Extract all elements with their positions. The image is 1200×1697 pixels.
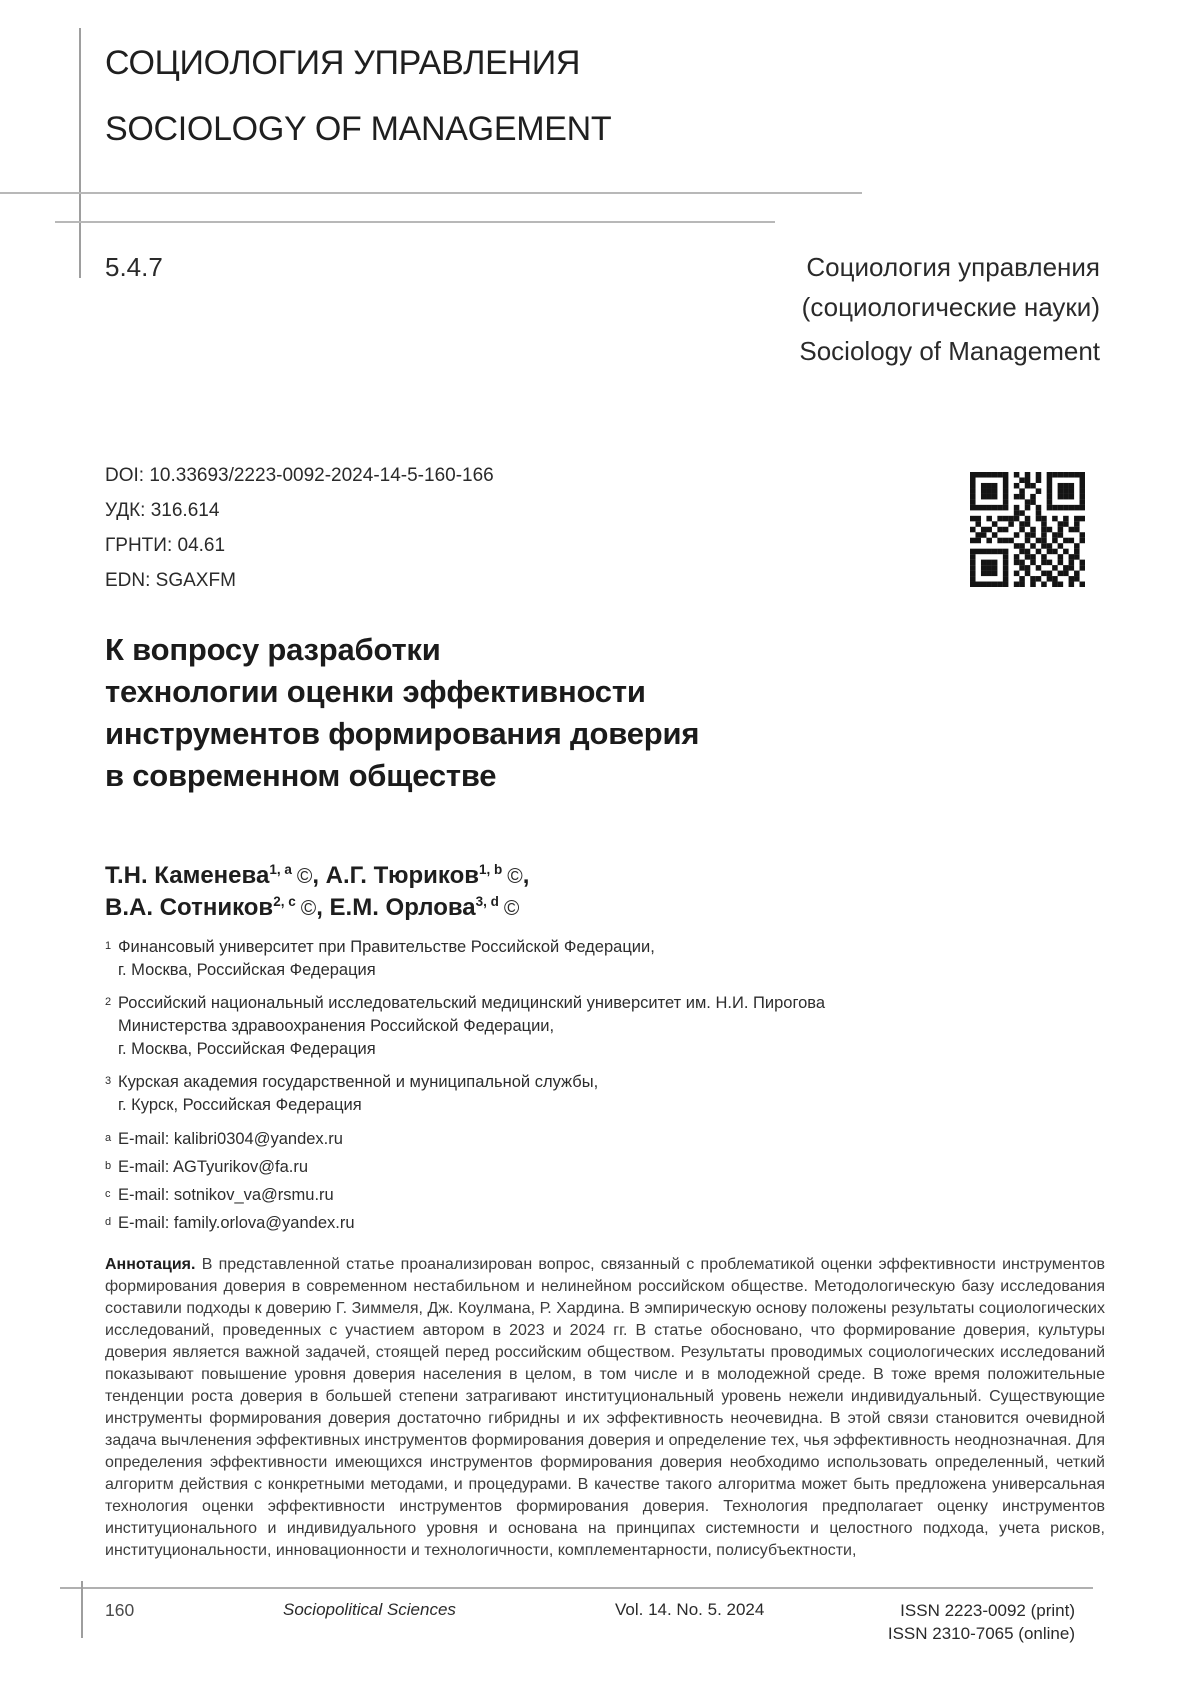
grnti-line: ГРНТИ: 04.61 — [105, 535, 226, 556]
author-id-icon: © — [503, 896, 520, 920]
qr-code — [970, 472, 1085, 587]
emails-block — [105, 1125, 1115, 1237]
affiliation-line: г. Курск, Российская Федерация — [118, 1096, 362, 1114]
section-header-en: SOCIOLOGY OF MANAGEMENT — [105, 110, 612, 148]
email-row-a — [105, 1125, 1115, 1153]
article-title-line: технологии оценки эффективности — [105, 674, 646, 709]
header-divider-top — [0, 192, 862, 194]
email-row-b — [105, 1153, 1115, 1181]
email-superscript: a — [105, 1132, 112, 1144]
doi-line: DOI: 10.33693/2223-0092-2024-14-5-160-166 — [105, 465, 494, 486]
article-title-line: К вопросу разработки — [105, 632, 441, 667]
author-superscript: 1, a — [269, 862, 292, 877]
affiliation-1 — [105, 936, 1115, 982]
page-number: 160 — [105, 1600, 135, 1620]
author-superscript: 3, d — [475, 893, 499, 909]
email-text: E-mail: kalibri0304@yandex.ru — [118, 1130, 343, 1148]
qr-code-svg — [970, 472, 1085, 587]
email-superscript: b — [105, 1160, 112, 1172]
article-title-line: инструментов формирования доверия — [105, 716, 700, 751]
email-row-d — [105, 1209, 1115, 1237]
author-name: В.А. Сотников — [105, 893, 274, 921]
authors-line-2 — [105, 893, 529, 925]
affiliation-line: Министерства здравоохранения Российской Федерации, — [118, 1017, 555, 1035]
author-id-icon: © — [300, 896, 317, 920]
author-superscript: 1, b — [478, 862, 503, 877]
email-text: E-mail: family.orlova@yandex.ru — [118, 1214, 355, 1232]
issn-online: ISSN 2310-7065 (online) — [887, 1623, 1075, 1643]
affiliation-line: г. Москва, Российская Федерация — [118, 961, 376, 979]
abstract-text: В представленной статье проанализирован вопрос, связанный с проблематикой оценки эффективности инструментов формирования доверия в современном нестабильном и нелинейном российском обществе. Методологическую базу исследования составили подходы к доверию Г. Зиммеля, Дж. Коулмана, Р. Хардина. В эмпирическую основу положены результаты социологических исследований, проведенных с участием автором в 2023 и 2024 гг. В статье обосновано, что формирование доверия, культуры доверия является важной задачей, стоящей перед российским обществом. Результаты проводимых социологических исследований показывают повышение уровня доверия населения в целом, в том числе и в молодежной среде. В тоже время положительные тенденции роста доверия в большей степени затрагивают институциональный уровень нежели индивидуальный. Существующие инструменты формирования доверия достаточно гибридны и их эффективность неочевидна. В этой связи становится очевидной задача вычленения эффективных инструментов формирования доверия и определение тех, чья эффективность неоднозначная. Для определения эффективности имеющихся инструментов формирования доверия необходимо использовать определенный, четкий алгоритм действия с конкретными методами, и процедурами. В качестве такого алгоритма может быть предложена универсальная технология оценки эффективности инструментов формирования доверия. Технология предполагает оценку инструментов институционального и индивидуального уровня и основана на принципах системности и целостного подхода, учета рисков, институциональности, инновационности и технологичности, комплементарности, полисубъектности, — [105, 1256, 1105, 1559]
issn-print: ISSN 2223-0092 (print) — [900, 1601, 1075, 1620]
affiliation-superscript: 2 — [105, 996, 112, 1008]
abstract-label: Аннотация. — [105, 1256, 196, 1273]
email-superscript: c — [105, 1188, 111, 1200]
affiliation-superscript: 3 — [105, 1075, 112, 1087]
affiliation-line: Курская академия государственной и муниципальной службы, — [118, 1073, 599, 1091]
udc-line: УДК: 316.614 — [105, 500, 220, 521]
footer-divider — [60, 1587, 1093, 1589]
footer-volume-issue: Vol. 14. No. 5. 2024 — [615, 1600, 765, 1619]
author-separator: , — [522, 862, 530, 889]
author-separator: , — [312, 862, 326, 889]
authors-line-1 — [105, 861, 529, 893]
author-id-icon: © — [507, 865, 523, 888]
affiliation-line: г. Москва, Российская Федерация — [118, 1040, 376, 1058]
author-name: Е.М. Орлова — [329, 893, 476, 921]
footer-issn-block — [888, 1600, 1075, 1645]
affiliation-superscript: 1 — [105, 940, 112, 952]
email-text: E-mail: AGTyurikov@fa.ru — [118, 1158, 309, 1176]
footer-margin-tick — [81, 1581, 83, 1638]
left-margin-rule — [79, 28, 81, 278]
specialty-name-ru-2: (социологические науки) — [801, 292, 1100, 322]
email-text: E-mail: sotnikov_va@rsmu.ru — [118, 1186, 334, 1204]
author-name: Т.Н. Каменева — [105, 862, 270, 889]
specialty-name-en: Sociology of Management — [799, 336, 1100, 366]
authors-block — [105, 861, 529, 924]
affiliation-2 — [105, 992, 1115, 1061]
specialty-name-ru: Социология управления — [806, 252, 1100, 282]
affiliations-block — [105, 936, 1115, 1237]
author-name: А.Г. Тюриков — [325, 862, 479, 889]
article-meta — [105, 458, 494, 598]
section-header-ru: СОЦИОЛОГИЯ УПРАВЛЕНИЯ — [105, 44, 581, 82]
header-divider-bottom — [55, 221, 775, 223]
affiliation-line: Российский национальный исследовательский медицинский университет им. Н.И. Пирогова — [118, 994, 826, 1012]
abstract — [105, 1254, 1105, 1562]
affiliation-line: Финансовый университет при Правительстве Российской Федерации, — [118, 938, 655, 956]
affiliation-3 — [105, 1071, 1115, 1117]
footer-journal-name: Sociopolitical Sciences — [283, 1600, 456, 1619]
author-superscript: 2, c — [273, 893, 296, 909]
edn-line: EDN: SGAXFM — [105, 570, 236, 591]
specialty-code: 5.4.7 — [105, 252, 163, 282]
article-title — [105, 629, 699, 797]
article-title-line: в современном обществе — [105, 758, 497, 793]
email-row-c — [105, 1181, 1115, 1209]
author-separator: , — [316, 893, 330, 921]
author-id-icon: © — [296, 865, 313, 888]
email-superscript: d — [105, 1216, 112, 1228]
